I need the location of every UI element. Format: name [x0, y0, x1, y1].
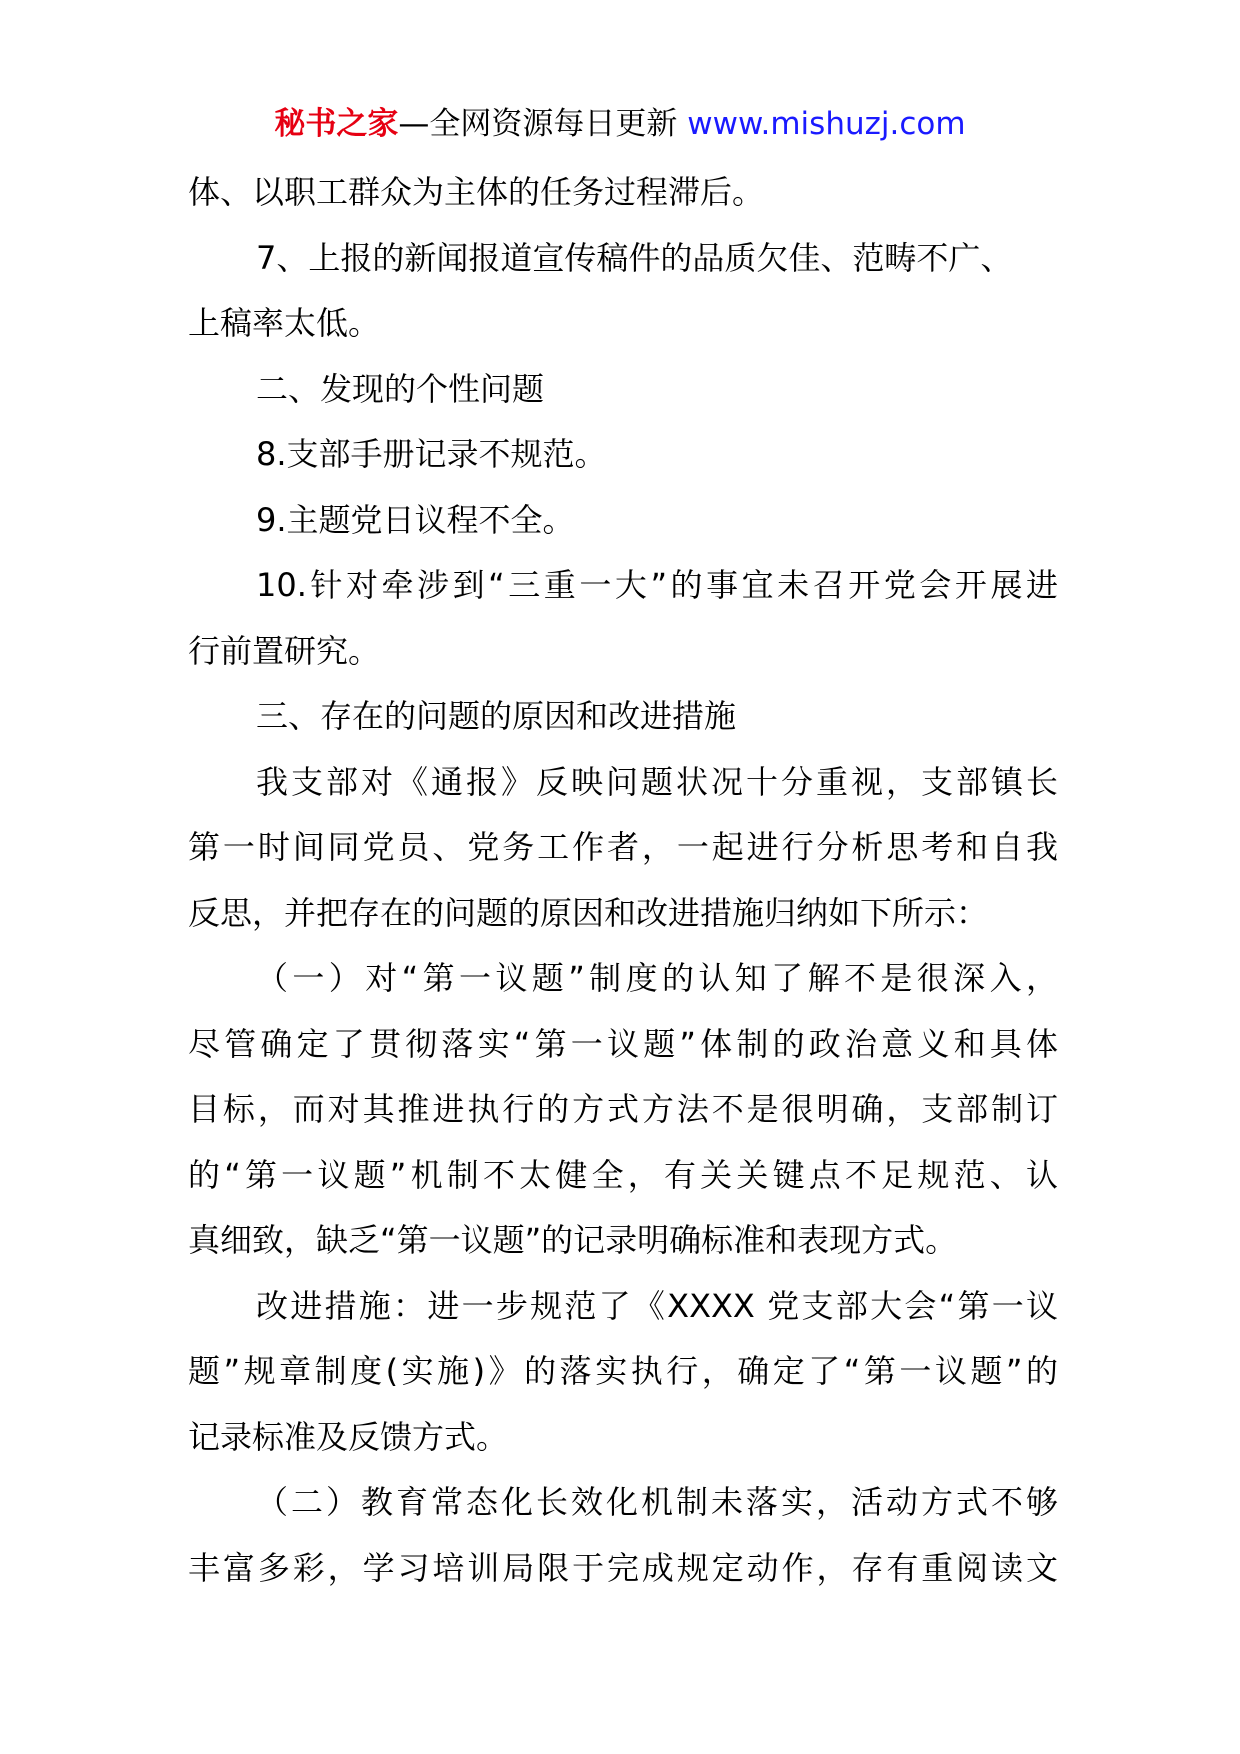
text-line-2: 7、上报的新闻报道宣传稿件的品质欠佳、范畴不广、: [256, 238, 1013, 277]
text-line-12: 反思，并把存在的问题的原因和改进措施归纳如下所示：: [188, 893, 989, 932]
text-line-22: 丰富多彩，学习培训局限于完成规定动作，存有重阅读文: [188, 1548, 1058, 1587]
text-line-11: 第一时间同党员、党务工作者，一起进行分析思考和自我: [188, 828, 1058, 866]
text-line-18: 改进措施：进一步规范了《XXXX 党支部大会“第一议: [256, 1286, 1058, 1325]
text-line-6: 9.主题党日议程不全。: [256, 500, 575, 539]
text-line-8: 行前置研究。: [188, 631, 381, 670]
text-line-3: 上稿率太低。: [188, 304, 381, 342]
text-line-13: （一）对“第一议题”制度的认知了解不是很深入，: [256, 959, 1058, 997]
text-line-16: 的“第一议题”机制不太健全，有关关键点不足规范、认: [188, 1155, 1058, 1194]
site-brand: 秘书之家: [274, 106, 399, 142]
text-line-1: 体、以职工群众为主体的任务过程滞后。: [188, 173, 765, 211]
text-line-7: 10.针对牵涉到“三重一大”的事宜未召开党会开展进: [256, 566, 1058, 604]
text-line-10: 我支部对《通报》反映问题状况十分重视，支部镇长: [256, 762, 1058, 801]
site-banner: [0, 102, 1240, 146]
site-tagline: —全网资源每日更新: [398, 106, 678, 142]
document-body: [188, 160, 1058, 1601]
text-line-15: 目标，而对其推进执行的方式方法不是很明确，支部制订: [188, 1090, 1058, 1128]
site-url-link[interactable]: www.mishuzj.com: [687, 106, 966, 142]
text-line-20: 记录标准及反馈方式。: [188, 1417, 509, 1456]
section-heading-2: 二、发现的个性问题: [256, 369, 545, 408]
text-line-21: （二）教育常态化长效化机制未落实，活动方式不够: [256, 1483, 1058, 1521]
text-line-17: 真细致，缺乏“第一议题”的记录明确标准和表现方式。: [188, 1221, 958, 1259]
text-line-5: 8.支部手册记录不规范。: [256, 435, 607, 473]
text-line-19: 题”规章制度(实施)》的落实执行，确定了“第一议题”的: [188, 1352, 1058, 1390]
section-heading-3: 三、存在的问题的原因和改进措施: [256, 697, 737, 735]
text-line-14: 尽管确定了贯彻落实“第一议题”体制的政治意义和具体: [188, 1024, 1058, 1063]
